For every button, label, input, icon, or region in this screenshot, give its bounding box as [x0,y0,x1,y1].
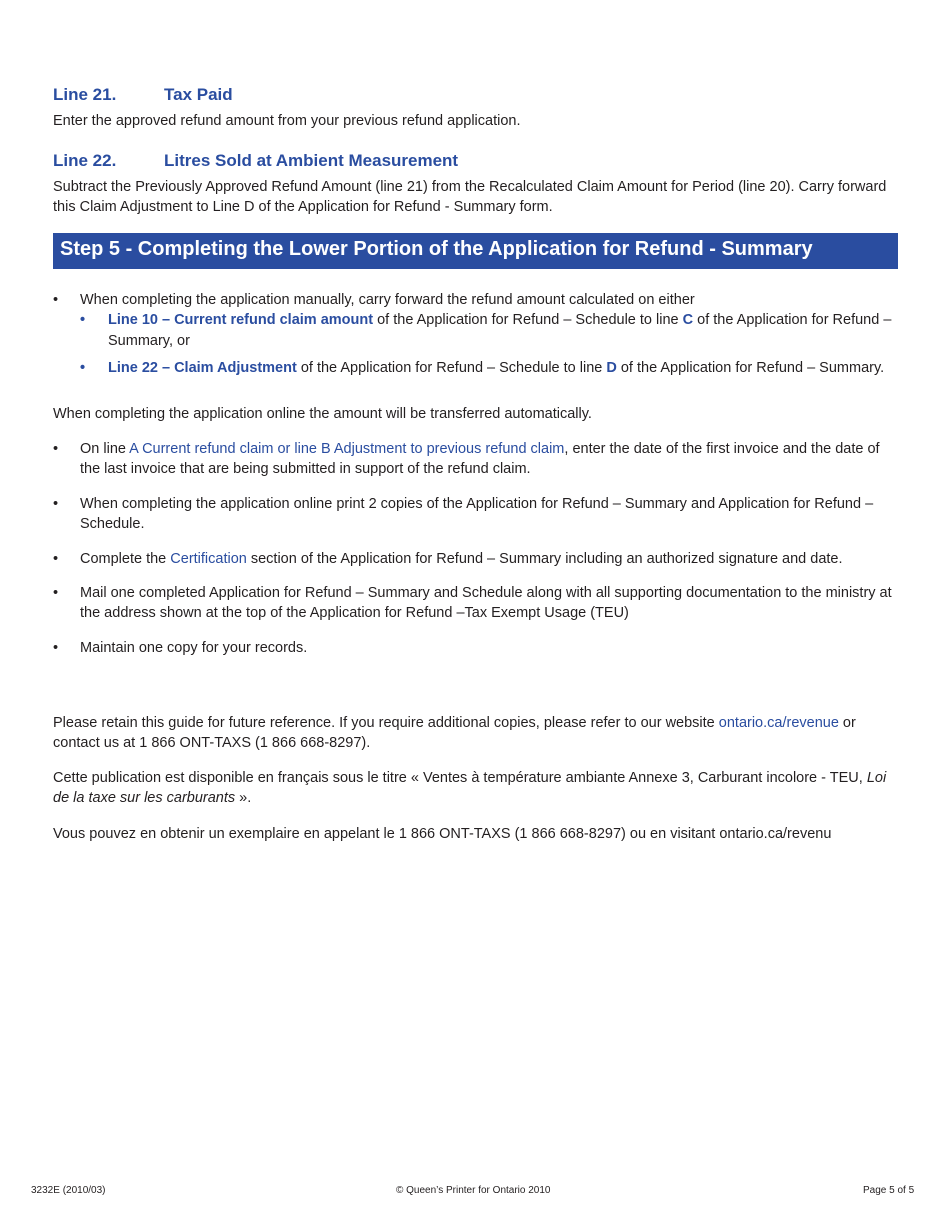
french-contact-text: Vous pouvez en obtenir un exemplaire en appelant le 1 866 ONT-TAXS (1 866 668-8297) ou en visitant ontario.ca/revenu [53,826,832,842]
line21-number: Line 21. [53,85,117,104]
b4-post: section of the Application for Refund – Summary including an authorized signature and date. [246,551,843,567]
retain-pre: Please retain this guide for future reference. If you require additional copies, please refer to our website [53,715,719,731]
bullet-marker: • [53,496,59,512]
website-link[interactable]: ontario.ca/revenue [718,715,839,731]
line22-number: Line 22. [53,151,117,170]
bullet-manual: When completing the application manually, carry forward the refund amount calculated on either [80,292,695,308]
step5-banner: Step 5 - Completing the Lower Portion of the Application for Refund - Summary [53,233,898,269]
sub2-mid: of the Application for Refund – Schedule to line [296,360,607,376]
bullet-print-copies: When completing the application online print 2 copies of the Application for Refund – Summary and Application for Refund – Schedule. [80,496,874,532]
b2-pre: On line [80,441,130,457]
french1-italic: Loi de la taxe sur les carburants [53,770,887,806]
sub2-end: of the Application for Refund – Summary. [616,360,885,376]
retain-guide-text [53,713,899,753]
line21-heading [53,85,233,105]
b2-post: , enter the date of the first invoice and the date of the last invoice that are being submitted in support of the refund claim. [80,441,880,477]
certification-link[interactable]: Certification [170,551,247,567]
bullet-mail: Mail one completed Application for Refund – Summary and Schedule along with all supporting documentation to the ministry at the address shown at the top of the Application for Refund –Tax Exempt Usage (TEU) [80,585,892,621]
bullet-marker: • [53,551,59,567]
bullet-dates [80,439,900,479]
bullet-marker: • [53,292,59,308]
french1-post: ». [235,790,252,806]
bullet-records: Maintain one copy for your records. [80,640,308,656]
line22-text: Subtract the Previously Approved Refund Amount (line 21) from the Recalculated Claim Amount for Period (line 20). Carry forward this Claim Adjustment to Line D of the Application for Refund - Summary form. [53,179,887,215]
bullet-marker: • [53,585,59,601]
form-code: 3232E (2010/03) [31,1185,106,1196]
sub-bullet-marker: • [80,312,86,328]
bullet-marker: • [53,640,59,656]
refund-claim-link[interactable]: A Current refund claim or line B Adjustment to previous refund claim [129,441,565,457]
page-number: Page 5 of 5 [863,1185,915,1196]
french-availability-text [53,768,899,808]
line22-title: Litres Sold at Ambient Measurement [164,151,459,170]
bullet-certification [80,549,900,569]
sub-bullet-line10 [108,310,898,351]
line22-heading [53,151,458,171]
online-note: When completing the application online the amount will be transferred automatically. [53,406,592,422]
line21-title: Tax Paid [164,85,233,104]
line22-link[interactable]: Line 22 – Claim Adjustment [108,360,297,376]
sub2-letter: D [606,360,617,376]
copyright: © Queen’s Printer for Ontario 2010 [396,1185,551,1196]
sub-bullet-marker: • [80,360,86,376]
sub1-letter: C [682,312,694,328]
sub1-mid: of the Application for Refund – Schedule to line [373,312,683,328]
french1-pre: Cette publication est disponible en français sous le titre « Ventes à température ambiante Annexe 3, Carburant incolore - TEU, [53,770,867,786]
line21-text: Enter the approved refund amount from your previous refund application. [53,113,521,129]
line10-link[interactable]: Line 10 – Current refund claim amount [108,312,374,328]
bullet-marker: • [53,441,59,457]
sub1-end: of the Application for Refund – Summary, or [108,312,892,349]
b4-pre: Complete the [80,551,171,567]
retain-post: or contact us at 1 866 ONT-TAXS (1 866 668-8297). [53,715,856,751]
sub-bullet-line22 [108,358,898,379]
